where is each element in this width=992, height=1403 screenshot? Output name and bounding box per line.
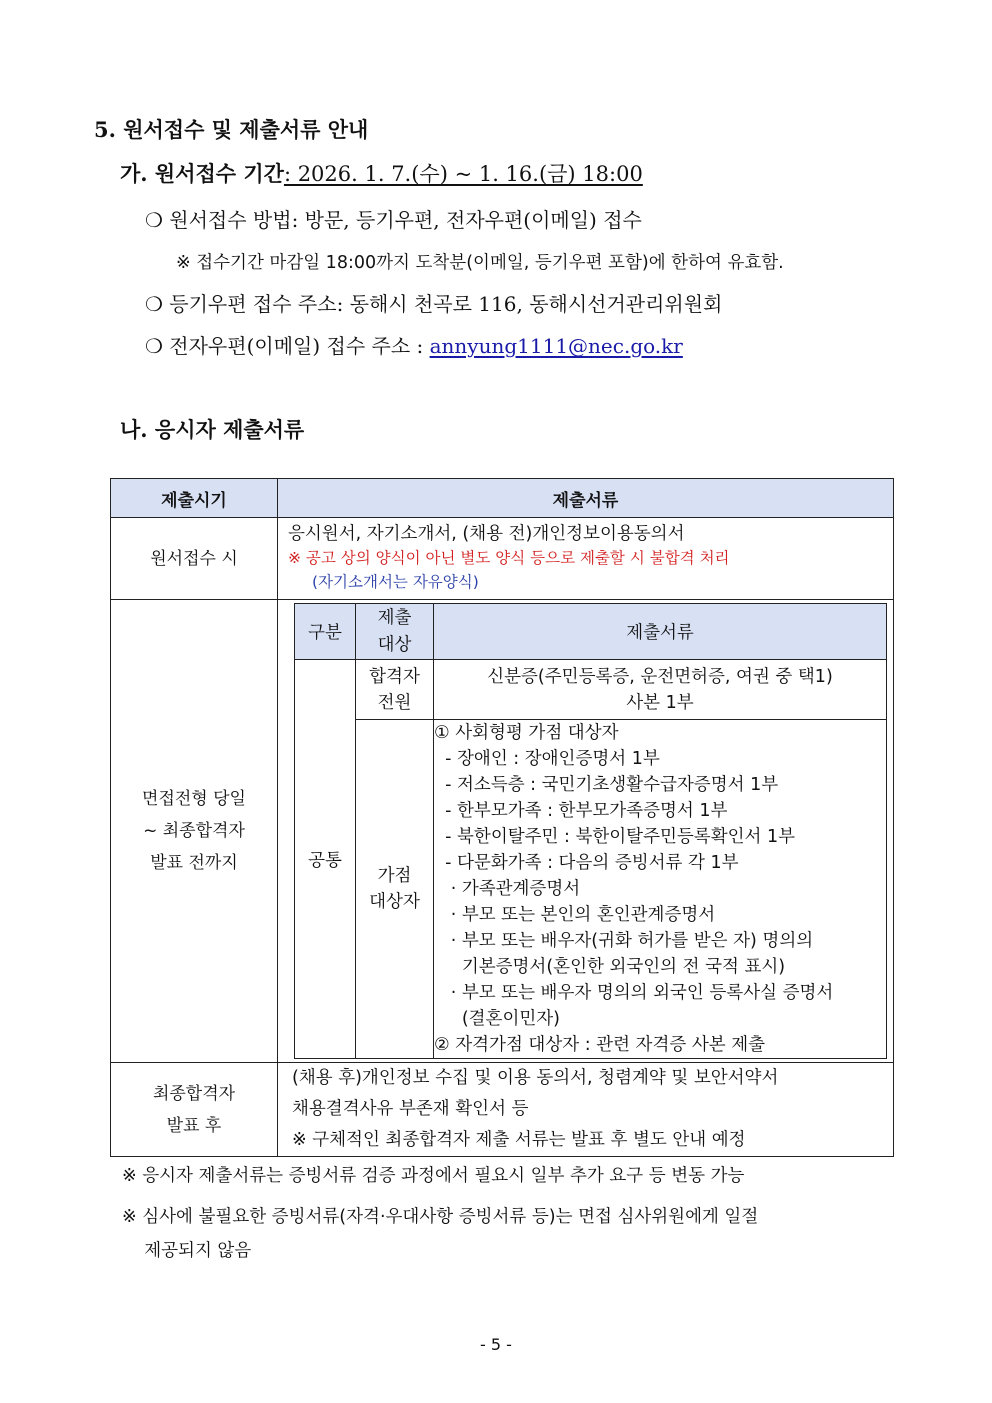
email-link[interactable]: annyung1111@nec.go.kr [429,334,683,358]
email-label: 전자우편(이메일) 접수 주소 : [169,334,430,358]
row-final-time [111,1063,278,1157]
row-application-docs [278,518,894,600]
final-doc-line: 채용결격사유 부존재 확인서 등 [292,1099,529,1119]
application-docs-text: 응시원서, 자기소개서, (채용 전)개인정보이용동의서 [288,523,685,544]
inner-docs-table [294,603,887,1059]
bullet-text: 등기우편 접수 주소: 동해시 천곡로 116, 동해시선거관리위원회 [169,292,723,316]
bonus-doc-item: ② 자격가점 대상자 : 관련 자격증 사본 제출 [434,1035,766,1055]
bonus-doc-item: ① 사회형평 가점 대상자 [434,723,619,743]
bonus-doc-item: (결혼이민자) [434,1009,560,1029]
bonus-doc-item: · 부모 또는 본인의 혼인관계증명서 [434,905,716,925]
row-application-time: 원서접수 시 [111,518,278,600]
target-all-line: 전원 [377,692,412,713]
target-all-doc-line: 사본 1부 [626,692,694,713]
inner-header-target-line: 제출 [377,607,412,628]
row-final-docs [278,1063,894,1157]
inner-target-bonus-docs [434,720,887,1059]
application-period [120,158,643,188]
bonus-doc-item: - 다문화가족 : 다음의 증빙서류 각 1부 [434,853,739,873]
inner-target-bonus [356,720,434,1059]
header-time: 제출시기 [111,479,278,518]
row-interview-docs [278,600,894,1063]
bonus-doc-item: - 저소득층 : 국민기초생활수급자증명서 1부 [434,775,779,795]
bullet-text: 원서접수 방법: 방문, 등기우편, 전자우편(이메일) 접수 [169,208,642,232]
application-period-value: : 2026. 1. 7.(수) ~ 1. 16.(금) 18:00 [283,162,643,186]
bonus-doc-item: - 장애인 : 장애인증명서 1부 [434,749,660,769]
bullet-mark: ❍ [145,208,163,232]
footnote: 제공되지 않음 [122,1241,252,1261]
deadline-note: ※ 접수기간 마감일 18:00까지 도착분(이메일, 등기우편 포함)에 한하여 유효함. [176,253,784,273]
interview-time-line: 발표 전까지 [150,853,238,873]
bonus-doc-item: 기본증명서(혼인한 외국인의 전 국적 표시) [434,957,786,977]
page-number: - 5 - [480,1335,512,1354]
row-interview-time [111,600,278,1063]
interview-time-line: ~ 최종합격자 [143,821,245,841]
required-docs-heading: 나. 응시자 제출서류 [120,417,305,442]
final-time-line: 최종합격자 [152,1083,236,1104]
application-warning: ※ 공고 상의 양식이 아닌 별도 양식 등으로 제출할 시 불합격 처리 [288,548,730,567]
bullet-mark: ❍ [145,292,163,316]
final-doc-line: ※ 구체적인 최종합격자 제출 서류는 발표 후 별도 안내 예정 [292,1130,746,1150]
section-title: 5. 원서접수 및 제출서류 안내 [94,117,369,142]
inner-header-gubun: 구분 [295,604,356,660]
final-doc-line: (채용 후)개인정보 수집 및 이용 동의서, 청렴계약 및 보안서약서 [292,1068,779,1088]
inner-header-docs: 제출서류 [434,604,887,660]
inner-header-target [356,604,434,660]
bonus-doc-item: · 가족관계증명서 [434,879,581,899]
interview-time-line: 면접전형 당일 [142,789,246,809]
target-bonus-line: 가점 [377,866,412,886]
target-all-line: 합격자 [369,666,420,687]
bullet-mail-address [145,288,722,317]
bonus-doc-item: · 부모 또는 배우자(귀화 허가를 받은 자) 명의의 [434,931,814,951]
documents-table [110,478,894,1157]
footnote: ※ 응시자 제출서류는 증빙서류 검증 과정에서 필요시 일부 추가 요구 등 변동 가능 [122,1166,745,1186]
inner-target-all-docs [434,660,887,720]
bonus-doc-item: · 부모 또는 배우자 명의의 외국인 등록사실 증명서 [434,983,834,1003]
inner-common: 공통 [295,660,356,1059]
target-all-doc-line: 신분증(주민등록증, 운전면허증, 여권 중 택1) [487,666,833,687]
application-period-label: 가. 원서접수 기간 [120,161,284,186]
footnote: ※ 심사에 불필요한 증빙서류(자격·우대사항 증빙서류 등)는 면접 심사위원에게 일절 [122,1207,759,1227]
header-docs: 제출서류 [278,479,894,518]
inner-header-target-line: 대상 [377,634,412,655]
target-bonus-line: 대상자 [369,892,420,912]
bullet-email [145,330,683,359]
final-time-line: 발표 후 [166,1115,222,1136]
bullet-mark: ❍ [145,334,163,358]
bullet-method [145,204,642,233]
bonus-doc-item: - 북한이탈주민 : 북한이탈주민등록확인서 1부 [434,827,796,847]
application-note: (자기소개서는 자유양식) [312,572,479,591]
bonus-doc-item: - 한부모가족 : 한부모가족증명서 1부 [434,801,728,821]
inner-target-all [356,660,434,720]
